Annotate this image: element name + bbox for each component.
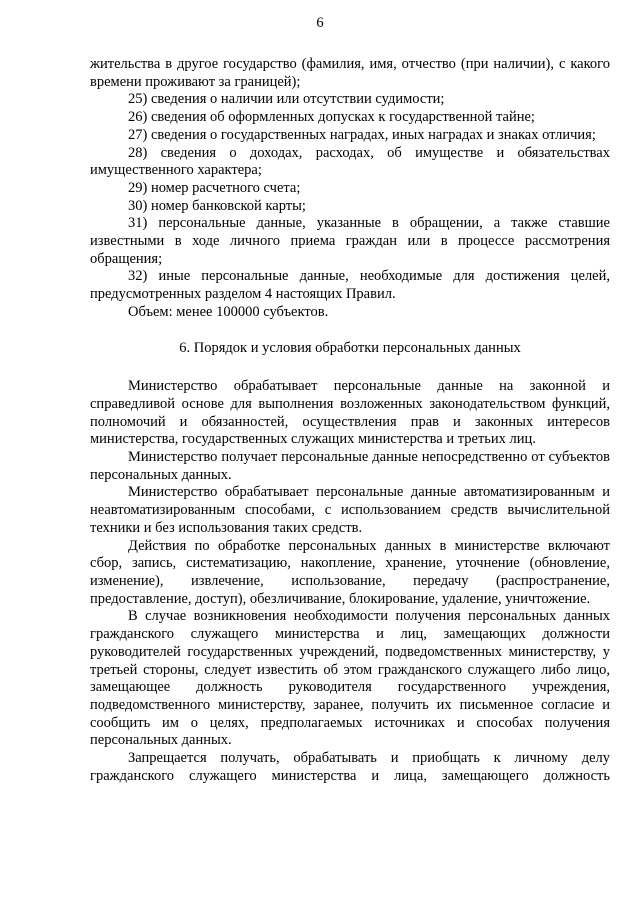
list-item-27: 27) сведения о государственных наградах, иных наградах и знаках отличия; (128, 126, 596, 143)
list-item-32: 32) иные персональные данные, необходимые для достижения целей, предусмотренных разделом 4 настоящих Правил. (90, 268, 610, 303)
section-paragraph: Министерство обрабатывает персональные данные автоматизированным и неавтоматизированным способами, с использованием средств вычислительной техники и без использования таких средств. (90, 484, 610, 536)
section-title: 6. Порядок и условия обработки персональных данных (179, 339, 521, 356)
section-paragraph: Министерство получает персональные данные непосредственно от субъектов персональных данных. (90, 449, 610, 483)
list-item-31: 31) персональные данные, указанные в обращении, а также ставшие известными в ходе личного приема граждан или в процессе рассмотрения обращения; (90, 215, 610, 267)
section-paragraph: Министерство обрабатывает персональные данные на законной и справедливой основе для выполнения возложенных законодательством функций, полномочий и обязанностей, осуществления прав и законных интересов министерства, государственных служащих министерства и третьих лиц. (90, 378, 610, 448)
list-item-30: 30) номер банковской карты; (128, 197, 306, 214)
section-paragraph: Действия по обработке персональных данных в министерстве включают сбор, запись, систематизацию, накопление, хранение, уточнение (обновление, изменение), извлечение, использование, передачу (распространение, предоставление, доступ), обезличивание, блокирование, удаление, уничтожение. (90, 537, 610, 607)
paragraph-continuation: жительства в другое государство (фамилия, имя, отчество (при наличии), с какого времени проживают за границей); (90, 56, 610, 90)
volume-note: Объем: менее 100000 субъектов. (128, 303, 329, 320)
section-paragraph: Запрещается получать, обрабатывать и приобщать к личному делу гражданского служащего министерства и лица, замещающего должность (90, 750, 610, 784)
section-paragraph: В случае возникновения необходимости получения персональных данных гражданского служащего министерства и лиц, замещающих должности руководителей государственных учреждений, подведомственных министерству, у третьей стороны, следует известить об этом гражданского служащего либо лицо, замещающее должность руководителя государственного учреждения, подведомственного министерству, заранее, получить их письменное согласие и сообщить им о целях, предполагаемых источниках и способах получения персональных данных. (90, 608, 610, 749)
list-item-28: 28) сведения о доходах, расходах, об имуществе и обязательствах имущественного характера; (90, 144, 610, 179)
list-item-29: 29) номер расчетного счета; (128, 179, 301, 196)
page-number: 6 (316, 15, 324, 31)
list-item-25: 25) сведения о наличии или отсутствии судимости; (128, 91, 445, 108)
document-body (90, 56, 610, 785)
list-item-26: 26) сведения об оформленных допусках к государственной тайне; (128, 109, 535, 126)
